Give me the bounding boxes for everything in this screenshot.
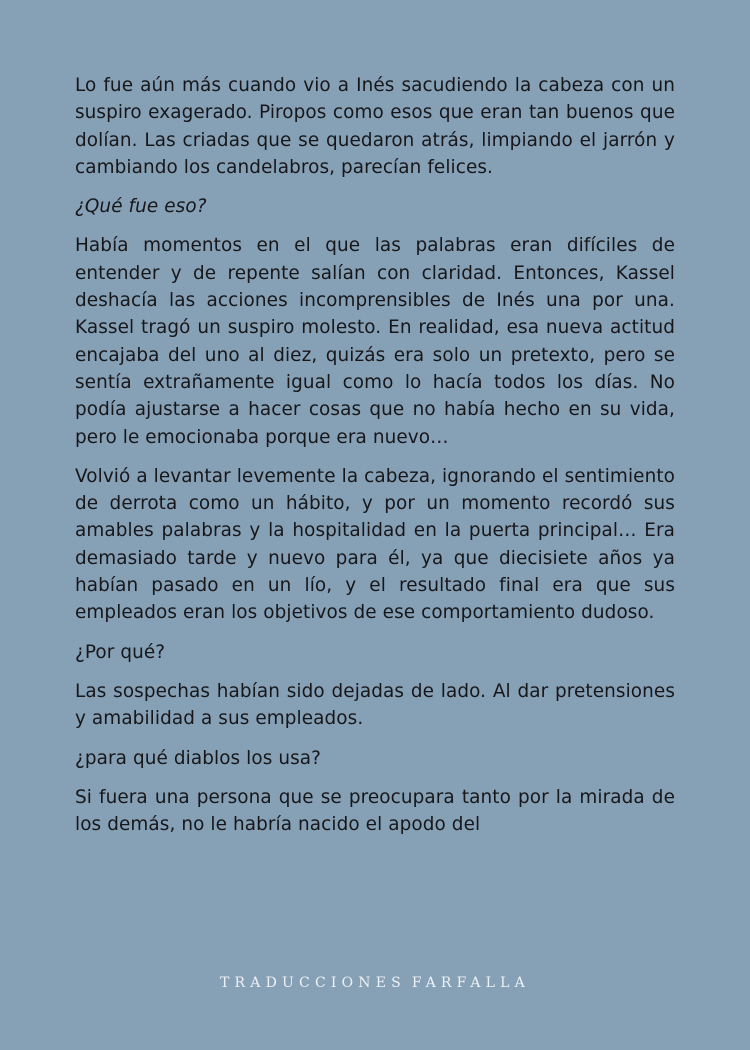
paragraph-6: Las sospechas habían sido dejadas de lado. Al dar pretensiones y amabilidad a sus empleados. [75, 680, 675, 730]
paragraph-1: Lo fue aún más cuando vio a Inés sacudiendo la cabeza con un suspiro exagerado. Piropos como esos que eran tan buenos que dolían. Las criadas que se quedaron atrás, limpiando el jarrón y cambiando los candelabros, parecían felices. [75, 75, 675, 178]
page-footer [0, 975, 750, 991]
paragraph-5: ¿Por qué? [75, 641, 166, 663]
footer-left-text: TRADUCCIONES [220, 975, 406, 991]
paragraph-4: Volvió a levantar levemente la cabeza, ignorando el sentimiento de derrota como un hábito, y por un momento recordó sus amables palabras y la hospitalidad en la puerta principal… Era demasiado tarde y nuevo para él, ya que diecisiete años ya habían pasado en un lío, y el resultado final era que sus empleados eran los objetivos de ese comportamiento dudoso. [75, 465, 675, 624]
document-body [75, 72, 675, 850]
paragraph-3: Había momentos en el que las palabras eran difíciles de entender y de repente salían con claridad. Entonces, Kassel deshacía las acciones incomprensibles de Inés una por una. Kassel tragó un suspiro molesto. En realidad, esa nueva actitud encajaba del uno al diez, quizás era solo un pretexto, pero se sentía extrañamente igual como lo hacía todos los días. No podía ajustarse a hacer cosas que no había hecho en su vida, pero le emocionaba porque era nuevo… [75, 235, 675, 448]
paragraph-2: ¿Qué fue eso? [75, 196, 207, 218]
paragraph-7: ¿para qué diablos los usa? [75, 747, 322, 769]
footer-right-text: FARFALLA [411, 975, 530, 991]
paragraph-8: Si fuera una persona que se preocupara tanto por la mirada de los demás, no le habría nacido el apodo del [75, 786, 675, 836]
